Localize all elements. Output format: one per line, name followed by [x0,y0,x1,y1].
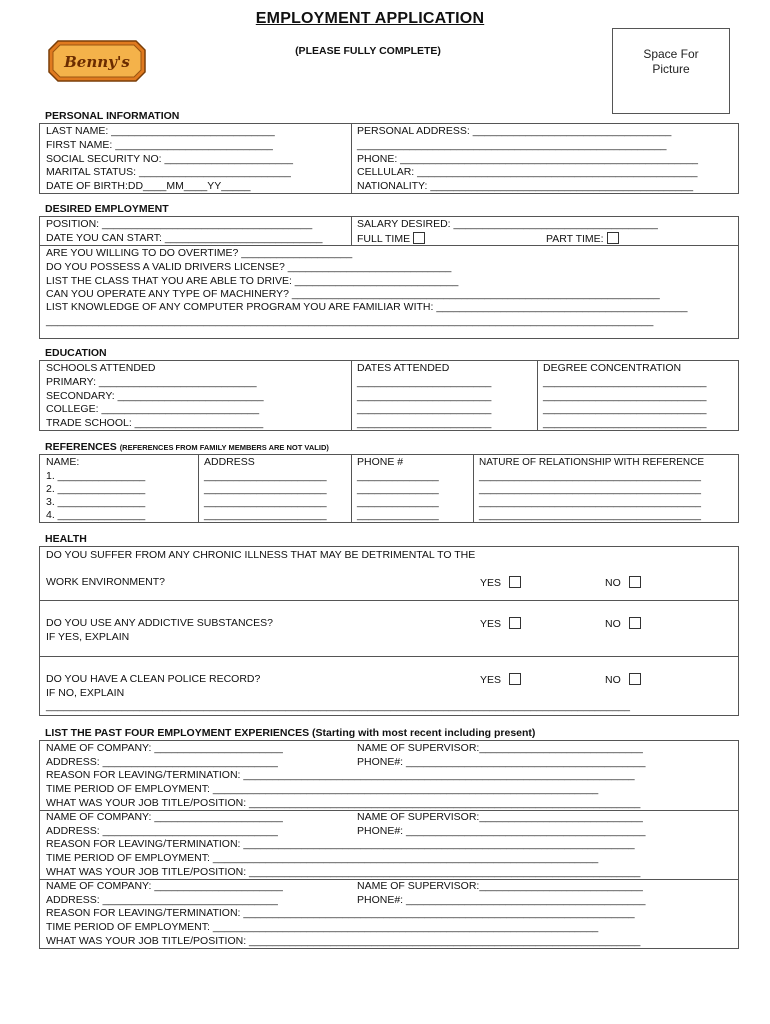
substances-yes-checkbox[interactable] [509,617,521,629]
full-time-checkbox[interactable] [413,232,425,244]
supervisor-field[interactable]: NAME OF SUPERVISOR:____________________________ [357,880,643,892]
ref-phone-field[interactable]: ______________ [357,470,439,482]
ref-phone-header: PHONE # [357,456,404,468]
police-no-checkbox[interactable] [629,673,641,685]
leaving-reason-field[interactable]: REASON FOR LEAVING/TERMINATION: ___________________________________________________________________ [46,769,635,781]
last-name-field[interactable]: LAST NAME: ____________________________ [46,125,275,137]
dates-field[interactable]: _______________________ [357,417,492,429]
page-subtitle: (PLEASE FULLY COMPLETE) [295,45,441,57]
photo-placeholder[interactable] [612,28,730,114]
part-time-checkbox[interactable] [607,232,619,244]
college-field[interactable]: COLLEGE: ___________________________ [46,403,260,415]
no-label: NO [605,674,621,686]
education-section [39,360,739,431]
secondary-field[interactable]: SECONDARY: _________________________ [46,390,264,402]
leaving-reason-field[interactable]: REASON FOR LEAVING/TERMINATION: ___________________________________________________________________ [46,838,635,850]
company-field[interactable]: NAME OF COMPANY: ______________________ [46,880,283,892]
employment-section [39,740,739,949]
job-title-field[interactable]: WHAT WAS YOUR JOB TITLE/POSITION: ___________________________________________________________________ [46,935,641,947]
ref-name-field[interactable]: 2. _______________ [46,483,146,495]
yes-label: YES [480,577,502,589]
substances-no-option[interactable] [605,617,641,632]
ref-name-field[interactable]: 3. _______________ [46,496,146,508]
dates-field[interactable]: _______________________ [357,376,492,388]
job-title-field[interactable]: WHAT WAS YOUR JOB TITLE/POSITION: ___________________________________________________________________ [46,866,641,878]
references-heading [45,441,329,455]
illness-yes-option[interactable] [480,576,521,591]
personal-heading: PERSONAL INFORMATION [45,110,180,122]
start-date-field[interactable]: DATE YOU CAN START: ___________________________ [46,232,323,244]
ref-address-field[interactable]: _____________________ [204,470,327,482]
police-no-option[interactable] [605,673,641,688]
ref-name-header: NAME: [46,456,80,468]
full-time-label: FULL TIME [357,233,411,245]
machinery-field[interactable]: CAN YOU OPERATE ANY TYPE OF MACHINERY? _______________________________________________________________ [46,288,660,300]
page-title: EMPLOYMENT APPLICATION [255,10,485,27]
ref-relation-field[interactable]: ______________________________________ [479,496,701,508]
nationality-field[interactable]: NATIONALITY: _____________________________________________ [357,180,694,192]
dob-field[interactable]: DATE OF BIRTH:DD____MM____YY_____ [46,180,251,192]
logo-text: Benny's [64,53,130,71]
supervisor-field[interactable]: NAME OF SUPERVISOR:____________________________ [357,742,643,754]
supervisor-phone-field[interactable]: PHONE#: _________________________________________ [357,894,646,906]
ref-address-header: ADDRESS [204,456,255,468]
address-field-2[interactable]: _____________________________________________________ [357,139,667,151]
programs-field-2[interactable]: ________________________________________________________________________________________________________ [46,315,654,327]
no-label: NO [605,577,621,589]
degree-field[interactable]: ____________________________ [543,403,707,415]
address-field[interactable]: PERSONAL ADDRESS: __________________________________ [357,125,672,137]
ref-phone-field[interactable]: ______________ [357,496,439,508]
overtime-field[interactable]: ARE YOU WILLING TO DO OVERTIME? ___________________ [46,247,353,259]
desired-heading: DESIRED EMPLOYMENT [45,203,169,215]
leaving-reason-field[interactable]: REASON FOR LEAVING/TERMINATION: ___________________________________________________________________ [46,907,635,919]
company-field[interactable]: NAME OF COMPANY: ______________________ [46,742,283,754]
degree-header: DEGREE CONCENTRATION [543,362,682,374]
education-heading: EDUCATION [45,347,107,359]
part-time-option[interactable] [546,232,619,247]
phone-field[interactable]: PHONE: ___________________________________________________ [357,153,698,165]
illness-question: DO YOU SUFFER FROM ANY CHRONIC ILLNESS THAT MAY BE DETRIMENTAL TO THE [46,549,476,561]
ref-phone-field[interactable]: ______________ [357,509,439,521]
illness-no-option[interactable] [605,576,641,591]
company-address-field[interactable]: ADDRESS: ______________________________ [46,894,278,906]
police-explain-label: IF NO, EXPLAIN [46,687,125,699]
health-section [39,546,739,716]
no-label: NO [605,618,621,630]
references-note: (REFERENCES FROM FAMILY MEMBERS ARE NOT VALID) [119,443,329,452]
full-time-option[interactable] [357,232,425,247]
dates-field[interactable]: _______________________ [357,390,492,402]
degree-field[interactable]: ____________________________ [543,417,707,429]
job-title-field[interactable]: WHAT WAS YOUR JOB TITLE/POSITION: ___________________________________________________________________ [46,797,641,809]
company-address-field[interactable]: ADDRESS: ______________________________ [46,825,278,837]
police-yes-option[interactable] [480,673,521,688]
ref-relation-header: NATURE OF RELATIONSHIP WITH REFERENCE [479,457,705,468]
cellular-field[interactable]: CELLULAR: ________________________________________________ [357,166,698,178]
photo-label-line1: Space For [643,47,699,61]
references-title: REFERENCES [45,441,117,453]
part-time-label: PART TIME: [546,233,604,245]
ref-address-field[interactable]: _____________________ [204,509,327,521]
health-heading: HEALTH [45,533,87,545]
desired-section [39,216,739,339]
references-section [39,454,739,523]
employment-period-field[interactable]: TIME PERIOD OF EMPLOYMENT: __________________________________________________________________ [46,921,599,933]
ref-relation-field[interactable]: ______________________________________ [479,470,701,482]
drive-class-field[interactable]: LIST THE CLASS THAT YOU ARE ABLE TO DRIVE: ____________________________ [46,275,459,287]
position-field[interactable]: POSITION: ____________________________________ [46,218,313,230]
police-explain-field[interactable]: ____________________________________________________________________________________________________ [46,700,630,712]
police-yes-checkbox[interactable] [509,673,521,685]
ref-name-field[interactable]: 4. _______________ [46,509,146,521]
bennys-logo [48,40,146,82]
supervisor-field[interactable]: NAME OF SUPERVISOR:____________________________ [357,811,643,823]
primary-field[interactable]: PRIMARY: ___________________________ [46,376,257,388]
supervisor-phone-field[interactable]: PHONE#: _________________________________________ [357,825,646,837]
company-field[interactable]: NAME OF COMPANY: ______________________ [46,811,283,823]
substances-explain-label: IF YES, EXPLAIN [46,631,130,643]
marital-status-field[interactable]: MARITAL STATUS: __________________________ [46,166,291,178]
substances-question: DO YOU USE ANY ADDICTIVE SUBSTANCES? [46,617,273,629]
license-field[interactable]: DO YOU POSSESS A VALID DRIVERS LICENSE? ____________________________ [46,261,452,273]
ref-relation-field[interactable]: ______________________________________ [479,509,701,521]
employment-period-field[interactable]: TIME PERIOD OF EMPLOYMENT: __________________________________________________________________ [46,783,599,795]
first-name-field[interactable]: FIRST NAME: ___________________________ [46,139,273,151]
yes-label: YES [480,674,502,686]
ref-relation-field[interactable]: ______________________________________ [479,483,701,495]
personal-section [39,123,739,194]
illness-question-cont: WORK ENVIRONMENT? [46,576,166,588]
illness-no-checkbox[interactable] [629,576,641,588]
employment-period-field[interactable]: TIME PERIOD OF EMPLOYMENT: __________________________________________________________________ [46,852,599,864]
photo-label-line2: Picture [652,62,690,76]
substances-no-checkbox[interactable] [629,617,641,629]
degree-field[interactable]: ____________________________ [543,376,707,388]
ref-phone-field[interactable]: ______________ [357,483,439,495]
dates-field[interactable]: _______________________ [357,403,492,415]
substances-yes-option[interactable] [480,617,521,632]
ref-address-field[interactable]: _____________________ [204,496,327,508]
trade-school-field[interactable]: TRADE SCHOOL: ______________________ [46,417,264,429]
ssn-field[interactable]: SOCIAL SECURITY NO: ______________________ [46,153,293,165]
degree-field[interactable]: ____________________________ [543,390,707,402]
yes-label: YES [480,618,502,630]
supervisor-phone-field[interactable]: PHONE#: _________________________________________ [357,756,646,768]
programs-field[interactable]: LIST KNOWLEDGE OF ANY COMPUTER PROGRAM YOU ARE FAMILIAR WITH: ___________________________________________ [46,301,688,313]
schools-header: SCHOOLS ATTENDED [46,362,156,374]
ref-address-field[interactable]: _____________________ [204,483,327,495]
police-question: DO YOU HAVE A CLEAN POLICE RECORD? [46,673,261,685]
salary-field[interactable]: SALARY DESIRED: ___________________________________ [357,218,658,230]
illness-yes-checkbox[interactable] [509,576,521,588]
ref-name-field[interactable]: 1. _______________ [46,470,146,482]
dates-header: DATES ATTENDED [357,362,450,374]
employment-heading: LIST THE PAST FOUR EMPLOYMENT EXPERIENCES (Starting with most recent including present) [45,727,536,739]
company-address-field[interactable]: ADDRESS: ______________________________ [46,756,278,768]
